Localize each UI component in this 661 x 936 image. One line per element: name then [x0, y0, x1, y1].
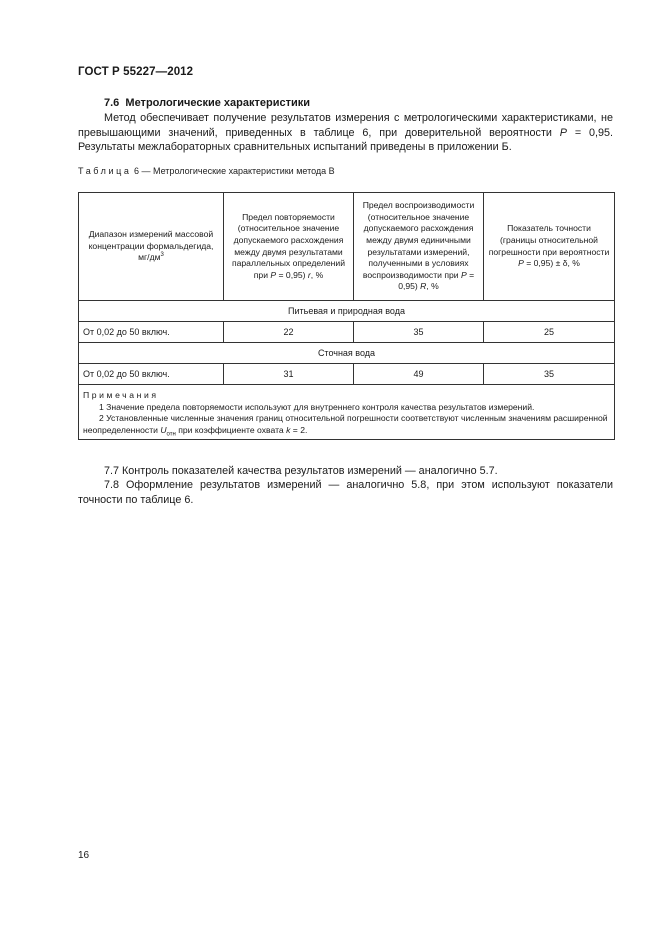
- table-notes: [79, 385, 615, 440]
- cell-range: От 0,02 до 50 включ.: [79, 322, 224, 343]
- cell-r: 31: [224, 364, 354, 385]
- table-section-row: [79, 343, 615, 364]
- header-reproducibility: Предел воспроизводимости (относительное значение допускаемого расхождения между двумя единичными результатами измерений, полученными в условиях воспроизводимости при P = 0,95) R, %: [354, 193, 484, 301]
- table-section-row: [79, 301, 615, 322]
- note-1: 1 Значение предела повторяемости используют для внутреннего контроля качества результатов измерений.: [99, 401, 535, 412]
- section-drinking-water: Питьевая и природная вода: [79, 301, 615, 322]
- section-waste-water: Сточная вода: [79, 343, 615, 364]
- header-repeatability: Предел повторяемости (относительное значение допускаемого расхождения между двумя результатами параллельных определений при P = 0,95) r, %: [224, 193, 354, 301]
- table-header-row: [79, 193, 615, 301]
- table-notes-row: [79, 385, 615, 440]
- metrology-table: [78, 192, 615, 440]
- document-header: ГОСТ Р 55227—2012: [78, 66, 194, 78]
- section-number: 7.6: [104, 97, 120, 109]
- section-paragraph: Метод обеспечивает получение результатов измерения с метрологическими характеристиками, не превышающими значений, приведенных в таблице 6, при доверительной вероятности P = 0,95. Результаты межлабораторных сравнительных испытаний приведены в приложении Б.: [78, 112, 613, 153]
- cell-delta: 35: [484, 364, 615, 385]
- table-row: [79, 322, 615, 343]
- paragraph-7-7: 7.7 Контроль показателей качества результатов измерений — аналогично 5.7.: [104, 465, 498, 477]
- header-range: Диапазон измерений массовой концентрации формальдегида, $мг/дм^3$: [79, 193, 224, 301]
- paragraph-7-8: 7.8 Оформление результатов измерений — аналогично 5.8, при этом используют показатели точности по таблице 6.: [78, 479, 613, 506]
- cell-delta: 25: [484, 322, 615, 343]
- cell-R: 35: [354, 322, 484, 343]
- cell-R: 49: [354, 364, 484, 385]
- section-title-text: Метрологические характеристики: [125, 97, 311, 109]
- table-row: [79, 364, 615, 385]
- table-caption: Таблица 6 — Метрологические характеристики метода В: [78, 166, 335, 176]
- page-number: 16: [78, 850, 90, 861]
- section-heading: [104, 97, 310, 109]
- header-accuracy: Показатель точности (границы относительной погрешности при вероятности P = 0,95) ± δ, %: [484, 193, 615, 301]
- notes-title: Примечания: [83, 390, 159, 400]
- cell-range: От 0,02 до 50 включ.: [79, 364, 224, 385]
- cell-r: 22: [224, 322, 354, 343]
- note-2: 2 Установленные численные значения границ относительной погрешности соответствуют численным значениям расширенной неопределенности $U_{отн}$ при коэффициенте охвата k = 2.: [83, 413, 608, 438]
